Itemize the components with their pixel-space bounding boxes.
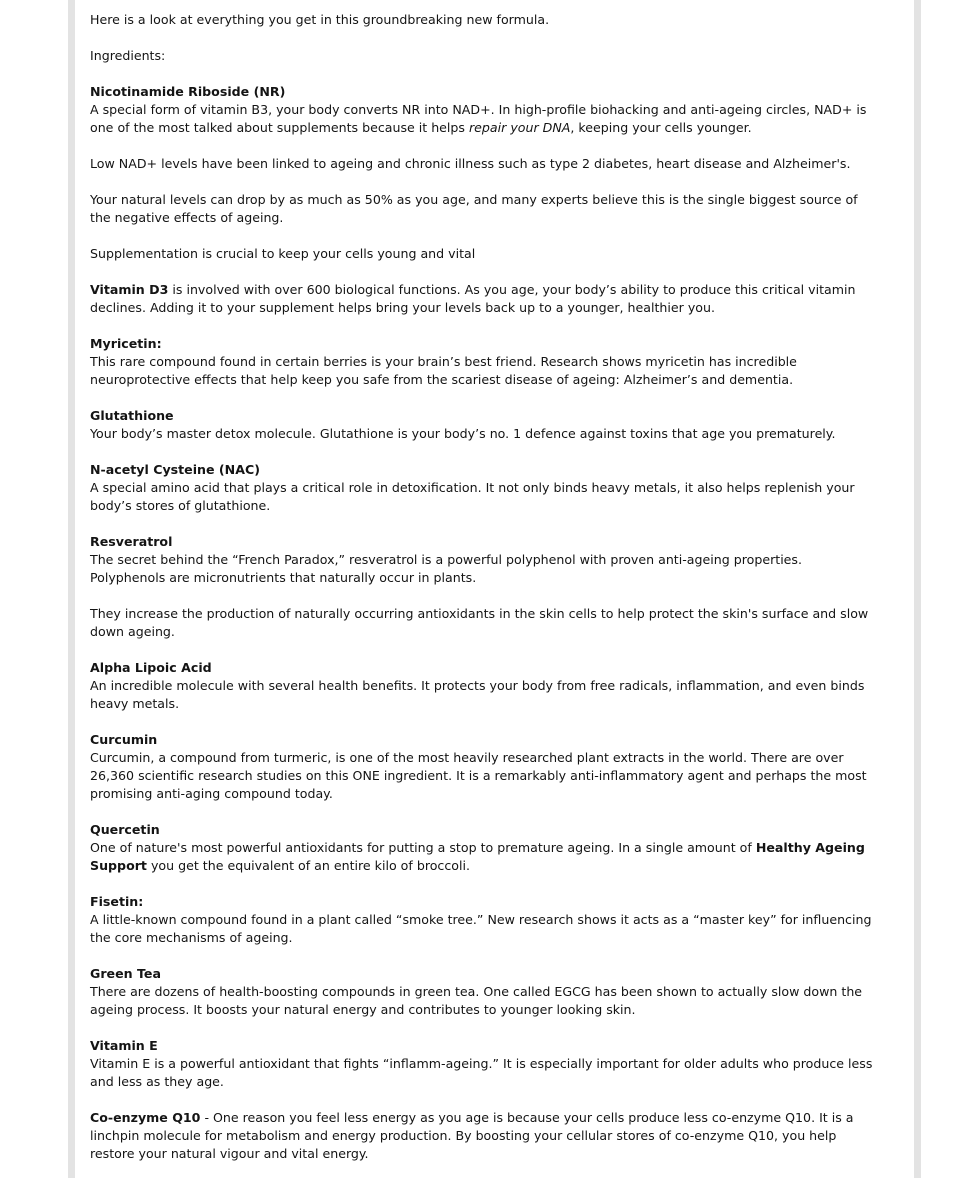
ingredient-d3: Vitamin D3 is involved with over 600 biological functions. As you age, your body’s ability to produce this critical vitamin declines. Adding it to your supplement helps bring your levels back up to a younger, healthier you. — [90, 282, 856, 315]
ingredient-resveratrol: Resveratrol The secret behind the “French Paradox,” resveratrol is a powerful polyphenol with proven anti-ageing properties. Polyphenols are micronutrients that naturally occur in plants. — [90, 534, 802, 585]
ingredient-nr: Nicotinamide Riboside (NR) A special form of vitamin B3, your body converts NR into NAD+. In high-profile biohacking and anti-ageing circles, NAD+ is one of the most talked about supplements because it helps repair your DNA, keeping your cells younger. — [90, 84, 867, 135]
ingredient-nac: N-acetyl Cysteine (NAC) A special amino acid that plays a critical role in detoxification. It not only binds heavy metals, it also helps replenish your body’s stores of glutathione. — [90, 462, 855, 513]
ingredient-title: Vitamin D3 — [90, 282, 169, 297]
antioxidants-text: They increase the production of naturally occurring antioxidants in the skin cells to help protect the skin's surface and slow down ageing. — [90, 606, 869, 639]
ingredient-title: Vitamin E — [90, 1038, 158, 1053]
ingredient-title: Green Tea — [90, 966, 161, 981]
ingredient-title: Fisetin: — [90, 894, 144, 909]
ingredients-label: Ingredients: — [90, 48, 166, 63]
ingredient-curcumin: Curcumin Curcumin, a compound from turmeric, is one of the most heavily researched plant extracts in the world. There are over 26,360 scientific research studies on this ONE ingredient. It is a remarkably anti-inflammatory agent and perhaps the most promising anti-aging compound today. — [90, 732, 867, 801]
ingredient-title: Nicotinamide Riboside (NR) — [90, 84, 286, 99]
ingredient-fisetin: Fisetin: A little-known compound found in a plant called “smoke tree.” New research shows it acts as a “master key” for influencing the core mechanisms of ageing. — [90, 894, 872, 945]
emphasis: repair your DNA — [469, 120, 571, 135]
product-name: Healthy Ageing Support — [90, 840, 865, 873]
ingredient-green-tea: Green Tea There are dozens of health-boosting compounds in green tea. One called EGCG has been shown to actually slow down the ageing process. It boosts your natural energy and contributes to younger looking skin. — [90, 966, 863, 1017]
article-content — [90, 11, 874, 1181]
nad-low-text: Low NAD+ levels have been linked to ageing and chronic illness such as type 2 diabetes, heart disease and Alzheimer's. — [90, 156, 851, 171]
intro-text: Here is a look at everything you get in this groundbreaking new formula. — [90, 12, 550, 27]
ingredient-quercetin: Quercetin One of nature's most powerful antioxidants for putting a stop to premature ageing. In a single amount of Healthy Ageing Support you get the equivalent of an entire kilo of broccoli. — [90, 822, 865, 873]
ingredient-title: Glutathione — [90, 408, 174, 423]
ingredient-vitamin-e: Vitamin E Vitamin E is a powerful antioxidant that fights “inflamm-ageing.” It is especially important for older adults who produce less and less as they age. — [90, 1038, 873, 1089]
supplementation-text: Supplementation is crucial to keep your cells young and vital — [90, 246, 476, 261]
ingredient-title: Curcumin — [90, 732, 158, 747]
ingredient-title: Co-enzyme Q10 — [90, 1110, 201, 1125]
ingredient-title: Myricetin: — [90, 336, 162, 351]
ingredient-myricetin: Myricetin: This rare compound found in certain berries is your brain’s best friend. Research shows myricetin has incredible neuroprotective effects that help keep you safe from the scariest disease of ageing: Alzheimer’s and dementia. — [90, 336, 797, 387]
ingredient-title: Resveratrol — [90, 534, 173, 549]
ingredient-coq10: Co-enzyme Q10 - One reason you feel less energy as you age is because your cells produce less co-enzyme Q10. It is a linchpin molecule for metabolism and energy production. By boosting your cellular stores of co-enzyme Q10, you help restore your natural vigour and vital energy. — [90, 1110, 854, 1161]
ingredient-title: Quercetin — [90, 822, 160, 837]
ingredient-title: Alpha Lipoic Acid — [90, 660, 212, 675]
ingredient-ala: Alpha Lipoic Acid An incredible molecule with several health benefits. It protects your body from free radicals, inflammation, and even binds heavy metals. — [90, 660, 865, 711]
ingredient-title: N-acetyl Cysteine (NAC) — [90, 462, 260, 477]
article-page — [68, 0, 921, 1178]
nad-drop-text: Your natural levels can drop by as much as 50% as you age, and many experts believe this is the single biggest source of the negative effects of ageing. — [90, 192, 858, 225]
ingredient-glutathione: Glutathione Your body’s master detox molecule. Glutathione is your body’s no. 1 defence against toxins that age you prematurely. — [90, 408, 836, 441]
